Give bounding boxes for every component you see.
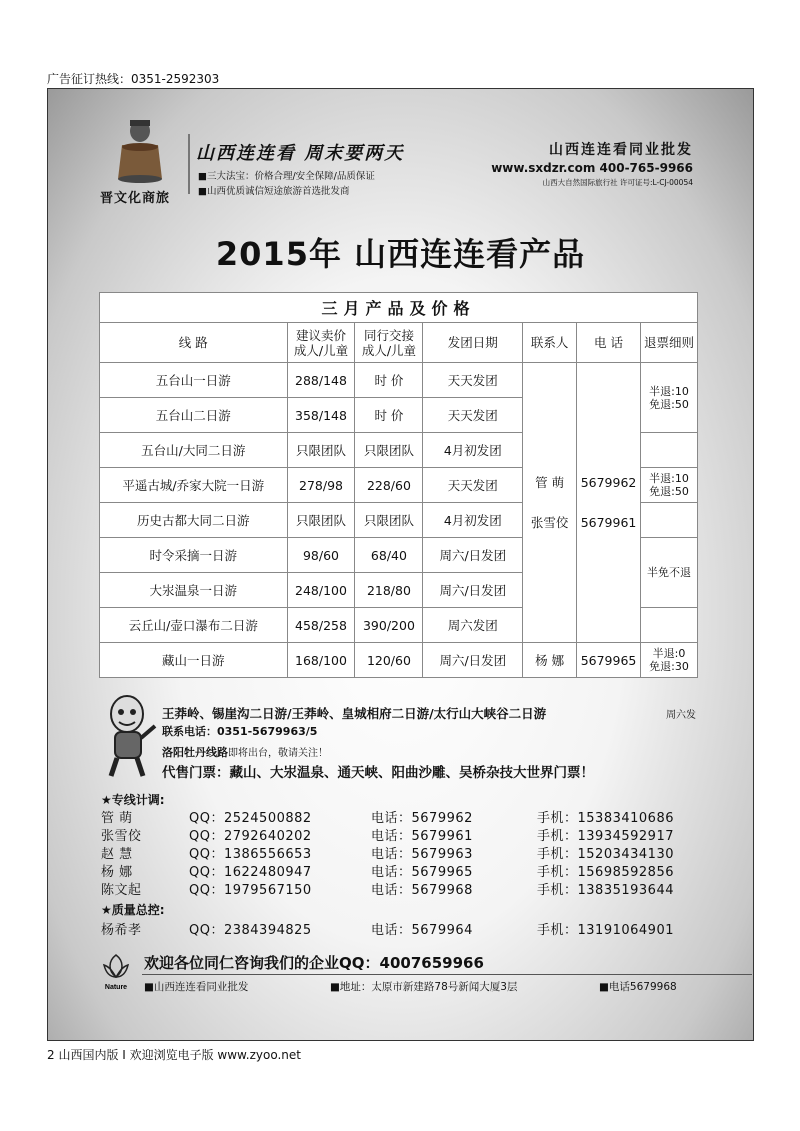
departure-cell: 周六发团 [423,608,523,643]
col-peer-price: 同行交接 成人/儿童 [355,323,423,363]
ticket-agency: 代售门票：藏山、大汖温泉、通天峡、阳曲沙雕、吴桥杂技大世界门票！ [162,765,594,781]
route-cell: 藏山一日游 [100,643,288,678]
refund-cell [641,608,698,643]
col-phone: 电 话 [577,323,641,363]
departure-cell: 4月初发团 [423,503,523,538]
departure-cell: 周六/日发团 [423,538,523,573]
slogan: 山西连连看 周末要两天 [196,143,405,164]
peer-cell: 时 价 [355,398,423,433]
bullet-item: ■ 山西优质诚信短途旅游首选批发商 [198,184,375,199]
peer-cell: 390/200 [355,608,423,643]
route-cell: 云丘山/壶口瀑布二日游 [100,608,288,643]
company-phone: ■ 电话5679968 [599,979,677,994]
company-logo [100,117,190,212]
advert-panel [47,88,754,1041]
col-route: 线 路 [100,323,288,363]
route-cell: 五台山一日游 [100,363,288,398]
contact-b-phone: 5679961 [580,514,637,530]
refund-cell: 半退:10 免退:50 [641,468,698,503]
company-name: ■ 山西连连看同业批发 [144,979,248,994]
peer-cell: 时 价 [355,363,423,398]
suggested-cell: 168/100 [287,643,355,678]
phone-cell: 5679965 [577,643,641,678]
divider [142,974,752,975]
brand-website[interactable]: www.sxdzr.com 400-765-9966 [491,161,693,175]
contact-a-phone: 5679962 [580,474,637,490]
suggested-cell: 358/148 [287,398,355,433]
suggested-cell: 278/98 [287,468,355,503]
contact-cell: 杨 娜 [523,643,577,678]
brand-block [491,139,693,188]
peer-cell: 120/60 [355,643,423,678]
list-item: 杨 娜 QQ：1622480947 电话：5679965 手机：15698592856 [101,865,674,880]
peer-cell: 218/80 [355,573,423,608]
table-row [100,363,698,398]
suggested-cell: 只限团队 [287,503,355,538]
list-item: 赵 慧 QQ：1386556653 电话：5679963 手机：15203434130 [101,847,674,862]
ad-hotline: 广告征订热线：0351-2592303 [47,72,220,86]
route-list: 王莽岭、锡崖沟二日游/王莽岭、皇城相府二日游/太行山大峡谷二日游 [162,706,547,721]
departure-cell: 周六/日发团 [423,573,523,608]
route-phone: 联系电话：0351-5679963/5 [162,725,318,738]
suggested-cell: 458/258 [287,608,355,643]
refund-cell: 半免不退 [641,538,698,608]
peer-cell: 228/60 [355,468,423,503]
logo-text: 晋文化商旅 [100,191,171,206]
route-cell: 大汖温泉一日游 [100,573,288,608]
merchant-figure-icon [100,117,190,187]
departure-cell: 天天发团 [423,468,523,503]
list-item: 管 萌 QQ：2524500882 电话：5679962 手机：15383410686 [101,811,674,826]
col-suggested-price: 建议卖价 成人/儿童 [287,323,355,363]
enterprise-qq: 欢迎各位同仁咨询我们的企业QQ：4007659966 [144,954,484,972]
list-item: 张雪佼 QQ：2792640202 电话：5679961 手机：13934592917 [101,829,674,844]
svg-text:Nature: Nature [104,984,128,991]
route-cell: 历史古都大同二日游 [100,503,288,538]
departure-cell: 4月初发团 [423,433,523,468]
consult-label: ★专线计调: [101,793,165,807]
suggested-cell: 288/148 [287,363,355,398]
route-frequency: 周六发 [666,710,696,721]
contact-b: 张雪佼 [530,514,569,530]
suggested-cell: 98/60 [287,538,355,573]
peer-cell: 68/40 [355,538,423,573]
refund-cell [641,433,698,468]
brand-license: 山西大自然国际旅行社 许可证号:L-CJ-00054 [542,178,693,187]
col-contact: 联系人 [523,323,577,363]
suggested-cell: 248/100 [287,573,355,608]
table-row [100,643,698,678]
product-price-table [99,292,698,678]
refund-cell: 半退:10 免退:50 [641,363,698,433]
peony-note: 即将出台，敬请关注！ [228,748,328,759]
route-cell: 五台山二日游 [100,398,288,433]
list-item: 陈文起 QQ：1979567150 电话：5679968 手机：13835193644 [101,883,674,898]
mascot-icon [103,692,163,782]
company-address: ■ 地址：太原市新建路78号新闻大厦3层 [330,979,517,994]
bullet-item: ■ 三大法宝：价格合理/安全保障/品质保证 [198,169,375,184]
peer-cell: 只限团队 [355,433,423,468]
peer-cell: 只限团队 [355,503,423,538]
feature-bullets [198,169,375,199]
route-cell: 时令采摘一日游 [100,538,288,573]
quality-contact [101,919,751,937]
contact-a: 管 萌 [535,474,565,490]
contact-cell [523,363,577,643]
departure-cell: 天天发团 [423,398,523,433]
brand-name: 山西连连看同业批发 [549,142,693,158]
col-refund: 退票细则 [641,323,698,363]
list-item: 杨希孝 QQ：2384394825 电话：5679964 手机：13191064901 [101,923,674,938]
header-divider [188,134,190,194]
refund-cell: 半退:0 免退:30 [641,643,698,678]
nature-logo-icon [98,951,134,991]
route-cell: 五台山/大同二日游 [100,433,288,468]
table-caption: 三月产品及价格 [100,293,698,323]
departure-cell: 周六/日发团 [423,643,523,678]
peony-route: 洛阳牡丹线路即将出台，敬请关注！ [162,746,328,759]
page-footer: 2 山西国内版 I 欢迎浏览电子版 www.zyoo.net [47,1048,301,1062]
departure-cell: 天天发团 [423,363,523,398]
suggested-cell: 只限团队 [287,433,355,468]
refund-cell [641,503,698,538]
col-departure: 发团日期 [423,323,523,363]
consult-list [101,807,751,897]
page-title: 2015年 山西连连看产品 [215,235,586,273]
route-cell: 平遥古城/乔家大院一日游 [100,468,288,503]
phone-cell [577,363,641,643]
quality-label: ★质量总控: [101,903,165,917]
